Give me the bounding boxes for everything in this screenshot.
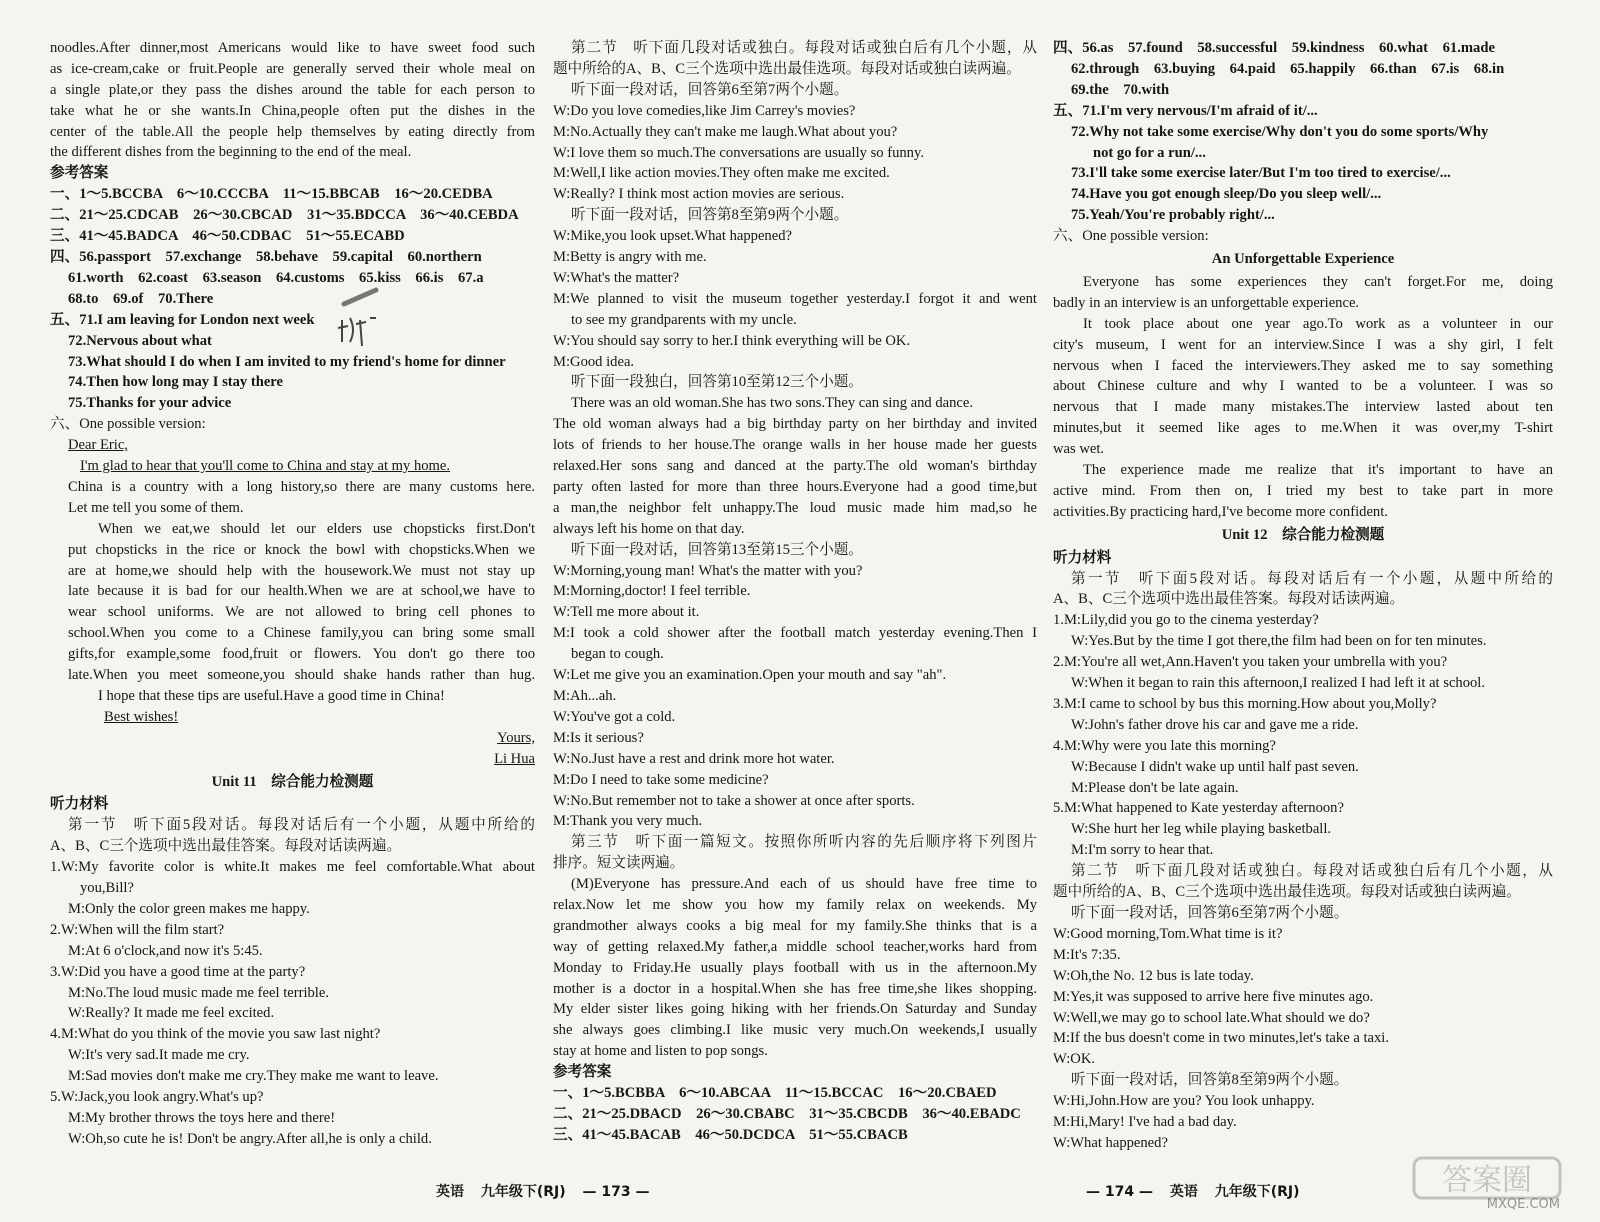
dialog-line: M:Do I need to take some medicine?: [553, 771, 769, 788]
dialog-line: W:Mike,you look upset.What happened?: [553, 228, 792, 245]
dialog-line: W:Really? I think most action movies are serious.: [553, 186, 845, 203]
dialog-line: you,Bill?: [80, 880, 134, 896]
footer-page-number: — 174 —: [1086, 1184, 1153, 1200]
dialog-line: M:No.Actually they can't make me laugh.What about you?: [553, 123, 898, 140]
essay-line: about Chinese culture and why I wanted to be a volunteer. I was so: [1053, 378, 1553, 395]
essay-line: badly in an interview is an unforgettable experience.: [1053, 294, 1360, 311]
monologue-line: a man,the neighbor felt unhappy.The loud music made him mad,so he: [553, 499, 1037, 516]
dialog-line: W:I love them so much.The conversations are usually so funny.: [553, 144, 924, 161]
passage-line: stay at home and listen to pop songs.: [553, 1043, 768, 1060]
dialog-line: 2.W:When will the film start?: [50, 921, 225, 938]
answer-line: 三、41～45.BADCA 46～50.CDBAC 51～55.ECABD: [50, 228, 405, 245]
dialog-line: W:Well,we may go to school late.What should we do?: [1053, 1009, 1370, 1026]
passage-line: My elder sister likes going hiking with her friends.On Saturday and Sunday: [553, 1001, 1037, 1018]
letter-line: When we eat,we should let our elders use chopsticks first.Don't: [98, 520, 535, 537]
footer-page-number: — 173 —: [582, 1184, 650, 1200]
section-heading: 听力材料: [1053, 549, 1112, 566]
section-intro: 排序。短文读两遍。: [553, 855, 685, 872]
dialog-line: M:No.The loud music made me feel terrible.: [68, 984, 329, 1001]
question-prompt: 听下面一段对话，回答第8至第9两个小题。: [571, 207, 849, 224]
answer-line: 62.through 63.buying 64.paid 65.happily 66.than 67.is 68.in: [1071, 60, 1505, 77]
text-line: center of the table.All the people help themselves by eating directly from: [50, 123, 535, 140]
dialog-line: W:When it began to rain this afternoon,I realized I had left it at school.: [1071, 675, 1486, 692]
dialog-line: W:Oh,so cute he is! Don't be angry.After all,he is only a child.: [68, 1130, 432, 1147]
essay-line: The experience made me realize that it's important to have an: [1083, 462, 1553, 479]
essay-line: nervous that I made many mistakes.The interview lasted about ten: [1053, 399, 1553, 416]
pencil-mark-icon: [340, 284, 380, 308]
handwriting-scribble-icon: [336, 312, 384, 352]
letter-sign-text: Li Hua: [494, 750, 535, 767]
answer-line: 72.Nervous about what: [68, 332, 212, 349]
passage-line: relax.Now let me show you how my family relax on weekends. My: [553, 897, 1037, 913]
question-prompt: 听下面一段对话，回答第13至第15三个小题。: [571, 541, 863, 558]
answer-line: 61.worth 62.coast 63.season 64.customs 65.kiss 66.is 67.a: [68, 269, 484, 286]
letter-sign-text: Yours,: [497, 729, 535, 746]
answer-line: 73.I'll take some exercise later/But I'm too tired to exercise/...: [1071, 165, 1451, 182]
letter-line: wear school uniforms. We are not allowed to bring cell phones to: [68, 604, 535, 621]
dialog-line: M:I'm sorry to hear that.: [1071, 842, 1214, 859]
dialog-line: M:Well,I like action movies.They often make me excited.: [553, 165, 890, 182]
unit-title: Unit 12 综合能力检测题: [1221, 526, 1385, 543]
question-prompt: 听下面一段独白，回答第10至第12三个小题。: [571, 374, 863, 391]
answer-key-heading: 参考答案: [50, 165, 109, 182]
dialog-line: 1.M:Lily,did you go to the cinema yesterday?: [1053, 612, 1319, 629]
answer-line: 75.Thanks for your advice: [68, 395, 232, 412]
dialog-line: M:Betty is angry with me.: [553, 249, 707, 266]
section-intro: 题中所给的A、B、C三个选项中选出最佳选项。每段对话或独白读两遍。: [1053, 884, 1521, 901]
answer-line: 73.What should I do when I am invited to my friend's home for dinner: [68, 353, 506, 370]
dialog-line: W:It's very sad.It made me cry.: [68, 1047, 250, 1064]
letter-line: gifts,for example,some food,fruit or flowers. You don't go there too: [68, 646, 535, 663]
dialog-line: M:We planned to visit the museum together yesterday.I forgot it and went: [553, 290, 1037, 307]
letter-sign-name: [50, 749, 535, 770]
dialog-line: 4.M:What do you think of the movie you saw last night?: [50, 1026, 381, 1043]
dialog-line: M:Morning,doctor! I feel terrible.: [553, 583, 751, 600]
dialog-line: M:Thank you very much.: [553, 813, 703, 830]
dialog-line: M:Only the color green makes me happy.: [68, 900, 310, 917]
passage-line: way of getting relaxed.My father,a middle school teacher,works hard from: [553, 938, 1037, 955]
section-heading: 听力材料: [50, 796, 109, 813]
answer-key-heading: 参考答案: [553, 1064, 612, 1081]
letter-line: are at home,we should help with the housework.We must not stay up: [68, 562, 535, 579]
answer-line: 72.Why not take some exercise/Why don't you do some sports/Why: [1071, 123, 1489, 140]
passage-line: mother is a doctor in a hospital.When she has free time,she likes shopping.: [553, 980, 1037, 997]
dialog-line: W:You've got a cold.: [553, 708, 676, 725]
letter-line: I'm glad to hear that you'll come to China and stay at my home.: [80, 458, 451, 475]
answer-line: 四、56.as 57.found 58.successful 59.kindness 60.what 61.made: [1053, 40, 1495, 56]
column-left: [50, 38, 535, 1150]
answer-line: 一、1～5.BCBBA 6～10.ABCAA 11～15.BCCAC 16～20.CBAED: [553, 1085, 997, 1102]
answer-line: 六、One possible version:: [50, 416, 206, 433]
question-prompt: 听下面一段对话，回答第6至第7两个小题。: [571, 81, 849, 98]
dialog-line: M:At 6 o'clock,and now it's 5:45.: [68, 942, 263, 959]
dialog-line: W:No.Just have a rest and drink more hot water.: [553, 750, 835, 767]
answer-line: 74.Then how long may I stay there: [68, 374, 284, 391]
dialog-line: W:No.But remember not to take a shower at once after sports.: [553, 792, 915, 809]
watermark-logo-text: 答案圈: [1442, 1163, 1532, 1198]
answer-line: 五、71.I am leaving for London next week: [50, 311, 315, 328]
footer-subject: 英语: [1169, 1184, 1198, 1200]
dialog-line: 5.W:Jack,you look angry.What's up?: [50, 1089, 264, 1106]
dialog-line: W:Good morning,Tom.What time is it?: [1053, 925, 1283, 942]
essay-line: city's museum, I went for an interview.Since I was a shy girl, I felt: [1053, 336, 1553, 353]
text-line: take what he or she wants.In China,people often put the dishes in the: [50, 102, 535, 119]
unit-title: Unit 11 综合能力检测题: [211, 773, 374, 790]
footer-left: [430, 1182, 656, 1203]
section-intro: 题中所给的A、B、C三个选项中选出最佳选项。每段对话或独白读两遍。: [553, 60, 1021, 77]
letter-salutation: Dear Eric,: [68, 437, 128, 454]
section-intro: 第一节 听下面5段对话。每段对话后有一个小题，从题中所给的: [68, 817, 535, 834]
watermark-site: MXQE.COM: [1486, 1197, 1560, 1213]
letter-line: late because it is bad for our health.When we are at school,we have to: [68, 583, 535, 600]
question-prompt: 听下面一段对话，回答第8至第9两个小题。: [1071, 1072, 1349, 1089]
section-intro: 第二节 听下面几段对话或独白。每段对话或独白后有几个小题，从: [571, 40, 1037, 56]
dialog-line: 5.M:What happened to Kate yesterday afternoon?: [1053, 800, 1344, 817]
dialog-line: M:I took a cold shower after the football match yesterday evening.Then I: [553, 625, 1037, 642]
essay-line: It took place about one year ago.To work as a volunteer in our: [1083, 315, 1553, 332]
essay-line: nervous when I faced the interviewers.They asked me to say something: [1053, 357, 1553, 374]
dialog-line: W:John's father drove his car and gave me a ride.: [1071, 716, 1359, 733]
dialog-line: W:Oh,the No. 12 bus is late today.: [1053, 967, 1254, 984]
answer-line: 四、56.passport 57.exchange 58.behave 59.capital 60.northern: [50, 248, 482, 265]
letter-closing: Best wishes!: [104, 708, 179, 725]
dialog-line: M:My brother throws the toys here and there!: [68, 1109, 336, 1126]
dialog-line: W:She hurt her leg while playing basketball.: [1071, 821, 1332, 838]
answer-line: 二、21～25.CDCAB 26～30.CBCAD 31～35.BDCCA 36～40.CEBDA: [50, 207, 519, 224]
dialog-line: M:Is it serious?: [553, 729, 644, 746]
footer-grade: 九年级下(RJ): [1214, 1184, 1300, 1200]
dialog-line: M:It's 7:35.: [1053, 946, 1121, 963]
answer-line: 75.Yeah/You're probably right/...: [1071, 207, 1275, 224]
dialog-line: W:Morning,young man! What's the matter with you?: [553, 562, 863, 579]
answer-line: 二、21～25.DBACD 26～30.CBABC 31～35.CBCDB 36～40.EBADC: [553, 1105, 1021, 1122]
answer-line: 六、One possible version:: [1053, 228, 1209, 245]
answer-line: 74.Have you got enough sleep/Do you sleep well/...: [1071, 186, 1382, 203]
essay-line: Everyone has some experiences they can't forget.For me, doing: [1083, 273, 1553, 290]
passage-line: (M)Everyone has pressure.And each of us should have free time to: [571, 876, 1037, 893]
dialog-line: M:Ah...ah.: [553, 687, 617, 704]
text-line: the different dishes from the beginning to the end of the meal.: [50, 144, 412, 161]
passage-line: Monday to Friday.He usually plays football with us in the afternoon.My: [553, 959, 1037, 976]
section-intro: A、B、C三个选项中选出最佳答案。每段对话读两遍。: [1053, 591, 1405, 608]
letter-line: late.When you meet someone,you should shake hands rather than hug.: [68, 666, 535, 683]
dialog-line: W:Tell me more about it.: [553, 604, 700, 621]
section-intro: A、B、C三个选项中选出最佳答案。每段对话读两遍。: [50, 838, 402, 855]
monologue-line: always left his home on that day.: [553, 520, 745, 537]
monologue-line: party often lasted for more than three hours.Everyone had a good time,but: [553, 478, 1037, 495]
dialog-line: 4.M:Why were you late this morning?: [1053, 737, 1276, 754]
essay-line: active mind. From then on, I tried my best to take part in more: [1053, 482, 1553, 499]
essay-line: activities.By practicing hard,I've become more confident.: [1053, 503, 1388, 520]
monologue-line: lots of friends to her house.The orange walls in her house made her guests: [553, 437, 1037, 454]
text-line: as ice-cream,cake or fruit.People are generally served their whole meal on: [50, 60, 535, 77]
dialog-line: M:Hi,Mary! I've had a bad day.: [1053, 1114, 1237, 1131]
answer-line: 一、1～5.BCCBA 6～10.CCCBA 11～15.BBCAB 16～20.CEDBA: [50, 186, 493, 203]
dialog-line: W:Do you love comedies,like Jim Carrey's movies?: [553, 102, 856, 119]
dialog-line: M:Sad movies don't make me cry.They make me want to leave.: [68, 1068, 439, 1085]
passage-line: she always goes climbing.I like music very much.On weekends,I usually: [553, 1022, 1037, 1039]
letter-line: China is a country with a long history,so there are many customs here.: [68, 478, 535, 495]
dialog-line: W:What's the matter?: [553, 269, 680, 286]
dialog-line: to see my grandparents with my uncle.: [571, 311, 797, 328]
dialog-line: W:Let me give you an examination.Open your mouth and say "ah".: [553, 667, 947, 684]
essay-line: was wet.: [1053, 441, 1105, 458]
section-intro: 第一节 听下面5段对话。每段对话后有一个小题，从题中所给的: [1071, 570, 1553, 587]
answer-line: 69.the 70.with: [1071, 81, 1170, 98]
section-intro: 第二节 听下面几段对话或独白。每段对话或独白后有几个小题，从: [1071, 863, 1553, 880]
footer-subject: 英语: [436, 1184, 464, 1200]
dialog-line: W:Yes.But by the time I got there,the film had been on for ten minutes.: [1071, 633, 1487, 650]
question-prompt: 听下面一段对话，回答第6至第7两个小题。: [1071, 904, 1349, 921]
letter-line: Let me tell you some of them.: [68, 499, 244, 516]
essay-title: An Unforgettable Experience: [1211, 251, 1395, 268]
dialog-line: 2.M:You're all wet,Ann.Haven't you taken your umbrella with you?: [1053, 654, 1448, 671]
dialog-line: M:If the bus doesn't come in two minutes,let's take a taxi.: [1053, 1030, 1389, 1047]
dialog-line: M:Good idea.: [553, 353, 635, 370]
footer-right: [1080, 1182, 1306, 1203]
dialog-line: W:OK.: [1053, 1051, 1096, 1068]
dialog-line: began to cough.: [571, 646, 664, 663]
footer-grade: 九年级下(RJ): [480, 1184, 566, 1200]
dialog-line: W:Because I didn't wake up until half past seven.: [1071, 758, 1359, 775]
text-line: noodles.After dinner,most Americans would like to have sweet food such: [50, 40, 535, 56]
monologue-line: relaxed.Her sons sang and danced at the party.The old woman's birthday: [553, 458, 1037, 475]
answer-line: not go for a run/...: [1093, 144, 1206, 161]
monologue-line: The old woman always had a big birthday party on her birthday and invited: [553, 416, 1037, 433]
monologue-line: There was an old woman.She has two sons.They can sing and dance.: [571, 395, 974, 412]
dialog-line: W:You should say sorry to her.I think everything will be OK.: [553, 332, 911, 349]
letter-line: put chopsticks in the rice or knock the bowl with chopsticks.When we: [68, 541, 535, 558]
answer-line: 三、41～45.BACAB 46～50.DCDCA 51～55.CBACB: [553, 1126, 908, 1143]
dialog-line: W:Hi,John.How are you? You look unhappy.: [1053, 1093, 1315, 1110]
letter-line: school.When you come to a Chinese family,you can bring some small: [68, 625, 535, 642]
dialog-line: M:Please don't be late again.: [1071, 779, 1239, 796]
column-right: [1053, 38, 1553, 1154]
passage-line: grandmother always cooks a big meal for my family.She thinks that is a: [553, 917, 1037, 934]
dialog-line: 3.M:I came to school by bus this morning.How about you,Molly?: [1053, 695, 1437, 712]
letter-line: I hope that these tips are useful.Have a good time in China!: [98, 687, 445, 704]
dialog-line: 1.W:My favorite color is white.It makes me feel comfortable.What about: [50, 859, 535, 876]
dialog-line: W:Really? It made me feel excited.: [68, 1005, 275, 1022]
answer-line: 68.to 69.of 70.There: [68, 290, 214, 307]
answer-line: 五、71.I'm very nervous/I'm afraid of it/...: [1053, 102, 1318, 119]
text-line: a single plate,or they pass the dishes around the table for each person to: [50, 81, 535, 98]
section-intro: 第三节 听下面一篇短文。按照你所听内容的先后顺序将下列图片: [571, 834, 1037, 851]
letter-sign-yours: [50, 728, 535, 749]
dialog-line: 3.W:Did you have a good time at the party?: [50, 963, 306, 980]
dialog-line: W:What happened?: [1053, 1134, 1168, 1151]
dialog-line: M:Yes,it was supposed to arrive here five minutes ago.: [1053, 988, 1374, 1005]
essay-line: minutes,but it seemed like ages to me.When it was over,my T-shirt: [1053, 420, 1553, 437]
column-middle: [553, 38, 1037, 1146]
